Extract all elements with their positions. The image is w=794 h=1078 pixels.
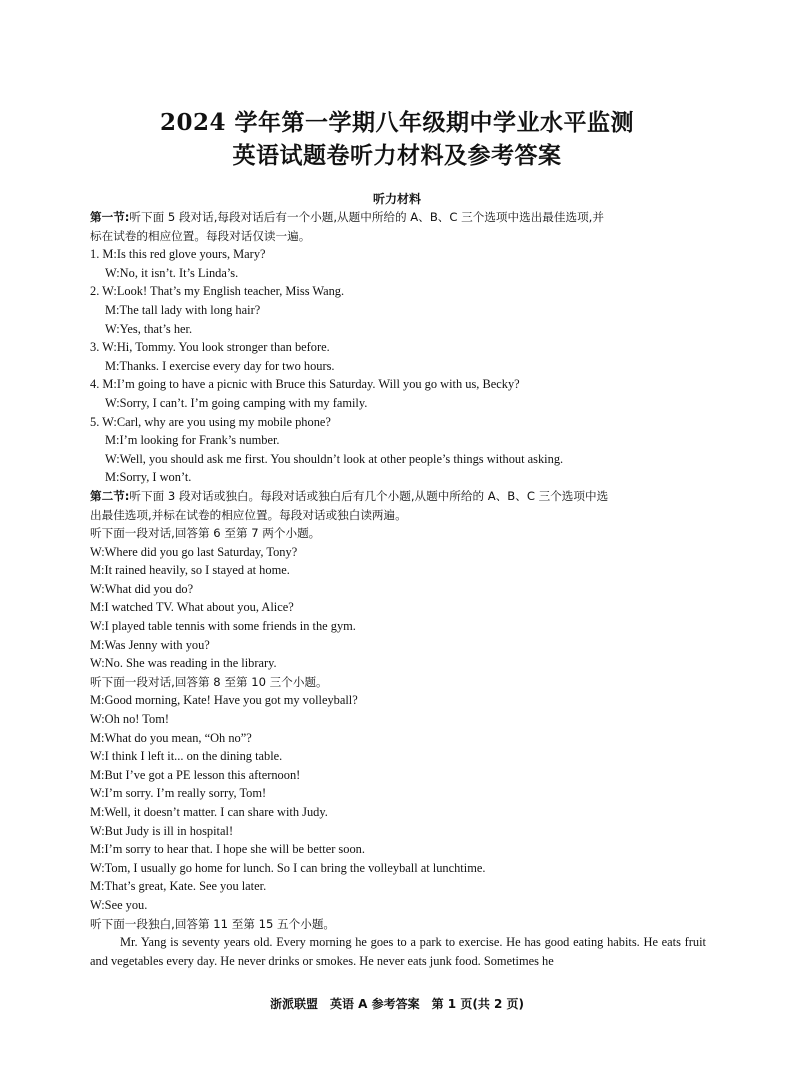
dialog-line: M:Good morning, Kate! Have you got my volleyball?: [90, 693, 358, 708]
dialog-line: M:I watched TV. What about you, Alice?: [90, 600, 294, 615]
dialog-line: M:Sorry, I won’t.: [105, 470, 192, 485]
dialog-line: M:What do you mean, “Oh no”?: [90, 730, 252, 745]
part2-instruction-text: 听下面 3 段对话或独白。每段对话或独白后有几个小题,从题中所给的 A、B、C 三个选项中选: [129, 488, 609, 503]
dialog-line: M:It rained heavily, so I stayed at home.: [90, 563, 290, 578]
dialog-line: W:See you.: [90, 897, 148, 912]
dialog-line: W:Where did you go last Saturday, Tony?: [90, 544, 298, 559]
dialog-line: W:Tom, I usually go home for lunch. So I can bring the volleyball at lunchtime.: [90, 860, 486, 875]
dialog-line: W:What did you do?: [90, 581, 194, 596]
document-title-line-1: 2024 学年第一学期八年级期中学业水平监测: [159, 109, 635, 136]
dialog-line: W:Well, you should ask me first. You shouldn’t look at other people’s things without asking.: [105, 451, 564, 466]
part1-label: 第一节:: [90, 210, 130, 224]
dialog-line: 1. M:Is this red glove yours, Mary?: [90, 247, 266, 262]
dialog-line: 5. W:Carl, why are you using my mobile phone?: [90, 414, 331, 429]
dialog-line: W:But Judy is ill in hospital!: [90, 823, 234, 838]
listening-material-body: [90, 208, 706, 970]
dialog-line: W:I think I left it... on the dining table.: [90, 749, 283, 764]
dialog-line: W:I’m sorry. I’m really sorry, Tom!: [90, 786, 267, 801]
dialog-line: W:No. She was reading in the library.: [90, 656, 277, 671]
dialog-line: 2. W:Look! That’s my English teacher, Miss Wang.: [90, 284, 345, 299]
dialog2-intro: 听下面一段对话,回答第 8 至第 10 三个小题。: [90, 674, 328, 689]
part1-instruction-text: 听下面 5 段对话,每段对话后有一个小题,从题中所给的 A、B、C 三个选项中选出最佳选项,并: [129, 210, 604, 224]
dialog-line: M:Thanks. I exercise every day for two hours.: [105, 358, 335, 373]
dialog-line: W:Yes, that’s her.: [105, 321, 193, 336]
part2-instruction-line-1: [90, 487, 706, 506]
monologue-paragraph: Mr. Yang is seventy years old. Every morning he goes to a park to exercise. He has good eating habits. He eats fruit and vegetables every day. He never drinks or smokes. He never eats junk food. Sometimes he: [90, 935, 706, 968]
dialog-line: M:The tall lady with long hair?: [105, 302, 261, 317]
dialog1-intro: 听下面一段对话,回答第 6 至第 7 两个小题。: [90, 526, 321, 541]
document-title-line-2: 英语试题卷听力材料及参考答案: [232, 142, 562, 169]
part2-instruction-line-2: 出最佳选项,并标在试卷的相应位置。每段对话或独白读两遍。: [90, 507, 407, 522]
page-footer: 浙派联盟 英语 A 参考答案 第 1 页(共 2 页): [269, 997, 525, 1011]
part2-label: 第二节:: [90, 488, 130, 503]
dialog-line: W:I played table tennis with some friends in the gym.: [90, 619, 356, 634]
dialog-line: M:But I’ve got a PE lesson this afternoon!: [90, 767, 301, 782]
dialog-line: 3. W:Hi, Tommy. You look stronger than before.: [90, 340, 330, 355]
dialog-line: M:Was Jenny with you?: [90, 637, 210, 652]
part1-instruction-line-2: 标在试卷的相应位置。每段对话仅读一遍。: [90, 228, 311, 243]
dialog-line: W:Oh no! Tom!: [90, 712, 169, 727]
monologue-intro: 听下面一段独白,回答第 11 至第 15 五个小题。: [90, 916, 336, 931]
section-heading: 听力材料: [372, 192, 421, 206]
dialog-line: M:That’s great, Kate. See you later.: [90, 879, 267, 894]
dialog-line: M:Well, it doesn’t matter. I can share with Judy.: [90, 805, 328, 819]
dialog-line: 4. M:I’m going to have a picnic with Bruce this Saturday. Will you go with us, Becky?: [90, 377, 520, 392]
dialog-line: M:I’m looking for Frank’s number.: [105, 433, 280, 448]
dialog-line: M:I’m sorry to hear that. I hope she will be better soon.: [90, 842, 365, 857]
dialog-line: W:No, it isn’t. It’s Linda’s.: [105, 265, 239, 280]
dialog-line: W:Sorry, I can’t. I’m going camping with my family.: [105, 395, 368, 410]
part1-instruction-line-1: [90, 208, 706, 227]
